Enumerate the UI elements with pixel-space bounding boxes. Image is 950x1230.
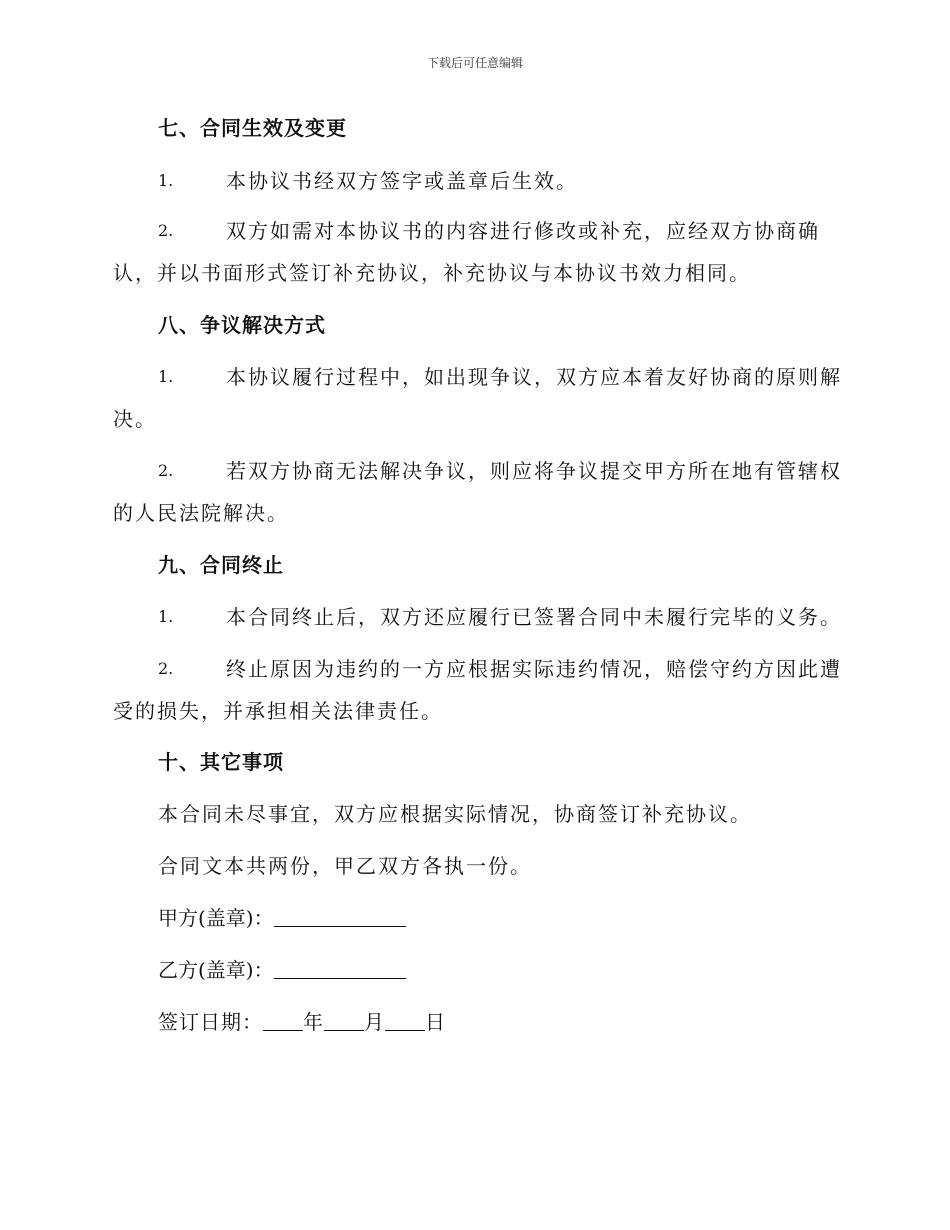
day-label: 日 — [425, 1010, 446, 1034]
section-7-item-2-number: 2. — [158, 221, 174, 240]
signing-date-label: 签订日期： — [158, 1010, 263, 1034]
section-9-item-1-text: 本合同终止后，双方还应履行已签署合同中未履行完毕的义务。 — [226, 605, 842, 629]
month-label: 月 — [364, 1010, 385, 1034]
month-blank — [324, 1012, 364, 1031]
party-b-label: 乙方(盖章)： — [158, 958, 274, 982]
section-9-item-2-line-2: 受的损失，并承担相关法律责任。 — [113, 699, 443, 723]
party-a-label: 甲方(盖章)： — [158, 906, 274, 930]
section-7-item-2-line-1: 双方如需对本协议书的内容进行修改或补充，应经双方协商确 — [226, 219, 820, 243]
party-a-blank — [274, 908, 406, 927]
year-label: 年 — [303, 1010, 324, 1034]
section-9-item-2-line-1: 终止原因为违约的一方应根据实际违约情况，赔偿守约方因此遭 — [226, 657, 842, 681]
section-9-item-2-number: 2. — [158, 659, 174, 678]
section-7-item-2-line-2: 认，并以书面形式签订补充协议，补充协议与本协议书效力相同。 — [113, 261, 751, 285]
section-9-heading: 九、合同终止 — [158, 553, 284, 577]
section-8-item-1-line-2: 决。 — [113, 407, 157, 431]
section-8-heading: 八、争议解决方式 — [158, 313, 326, 337]
section-7-item-1-text: 本协议书经双方签字或盖章后生效。 — [226, 169, 578, 193]
section-8-item-1-line-1: 本协议履行过程中，如出现争议，双方应本着友好协商的原则解 — [226, 365, 842, 389]
section-8-item-2-number: 2. — [158, 461, 174, 480]
section-7-item-1-number: 1. — [158, 171, 174, 190]
section-8-item-1-number: 1. — [158, 367, 174, 386]
party-b-blank — [274, 960, 406, 979]
day-blank — [385, 1012, 425, 1031]
party-b-signature-line — [158, 957, 406, 983]
page-header: 下载后可任意编辑 — [426, 56, 523, 70]
section-8-item-2-line-2: 的人民法院解决。 — [113, 501, 289, 525]
section-8-item-2-line-1: 若双方协商无法解决争议，则应将争议提交甲方所在地有管辖权 — [226, 459, 842, 483]
section-10-paragraph-1: 本合同未尽事宜，双方应根据实际情况，协商签订补充协议。 — [158, 802, 752, 826]
signing-date-line — [158, 1009, 446, 1035]
year-blank — [263, 1012, 303, 1031]
section-10-paragraph-2: 合同文本共两份，甲乙双方各执一份。 — [158, 854, 532, 878]
section-10-heading: 十、其它事项 — [158, 750, 284, 774]
party-a-signature-line — [158, 905, 406, 931]
section-7-heading: 七、合同生效及变更 — [158, 116, 347, 140]
section-9-item-1-number: 1. — [158, 607, 174, 626]
